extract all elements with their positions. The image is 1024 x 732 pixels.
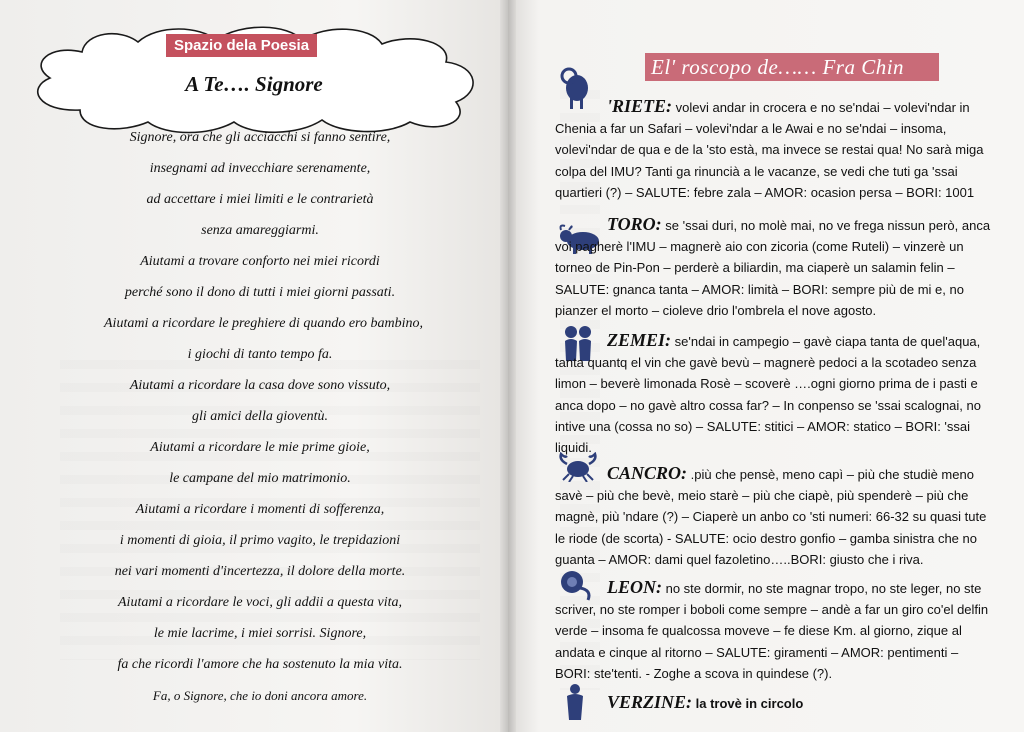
poem-line: Aiutami a ricordare i momenti di sofferenza, — [135, 502, 385, 517]
poem-line: le mie lacrime, i miei sorrisi. Signore, — [153, 626, 367, 641]
sign-text: volevi andar in crocera e no se'ndai – volevi'ndar in Chenia a far un Safari – volevi'ndar a le Awai e no se'ndai – insoma, volevi'ndar de qua e de la 'sto està, ma invece se restai qua! No sarà miga colpa del IMU? Tanti ga rinuncià a le vacanze, se vedi che tuti ga 'ssai quartieri (?) – SALUTE: febre zala – AMOR: ocasion persa – BORI: 1001 — [555, 100, 984, 200]
section-label: Spazio dela Poesia — [166, 34, 317, 57]
poem-line: gli amici della gioventù. — [191, 409, 329, 424]
poem-line: nei vari momenti d'incertezza, il dolore della morte. — [114, 564, 406, 579]
poem-line: senza amareggiarmi. — [201, 223, 319, 238]
poem-title: A Te…. Signore — [185, 72, 323, 96]
sign-taurus — [555, 214, 995, 321]
poem-line: i momenti di gioia, il primo vagito, le trepidazioni — [119, 533, 401, 548]
sign-aries — [555, 96, 995, 203]
poem-line: Signore, ora che gli acciacchi si fanno sentire, — [129, 130, 391, 145]
left-page — [0, 0, 508, 732]
poem-line: Aiutami a ricordare la casa dove sono vissuto, — [129, 378, 391, 393]
sign-cancer — [555, 463, 995, 570]
poem-line: le campane del mio matrimonio. — [169, 471, 351, 486]
sign-name: CANCRO: — [607, 463, 688, 483]
poem-line: perché sono il dono di tutti i miei giorni passati. — [124, 285, 396, 300]
sign-text: .più che pensè, meno capì – più che studiè meno savè – più che bevè, meio starè – più che ciapè, più spenderè – più che magnè, più 'ndare (?) – Ciaperè un anbo co 'sti numeri: 66-32 su quasi tute le riode (de scorta) - SALUTE: ocio destro gonfio – gamba sinistra che no guanta – AMOR: dami quel fazoletino…..BORI: giusto che i riva. — [555, 467, 987, 567]
poem-line: Aiutami a trovare conforto nei miei ricordi — [140, 254, 380, 269]
poem-line: Aiutami a ricordare le voci, gli addii a questa vita, — [118, 595, 402, 610]
sign-name: LEON: — [607, 577, 662, 597]
poem-line: insegnami ad invecchiare serenamente, — [149, 161, 371, 176]
poem-line: fa che ricordi l'amore che ha sostenuto la mia vita. — [117, 657, 403, 672]
poem-line: ad accettare i miei limiti e le contrarietà — [146, 192, 374, 207]
poem-line: Fa, o Signore, che io doni ancora amore. — [152, 688, 368, 703]
poem-body — [40, 127, 480, 716]
sign-text: la trovè in circolo — [692, 696, 804, 711]
sign-text: se 'ssai duri, no molè mai, no ve frega nissun però, anca voi pagherè l'IMU – magnerè aio con zicoria (come Ruteli) – vinzerè un torneo de Pin-Pon – perderè a biliardin, ma ciaperè un salamin felin – SALUTE: gnanca tanta – AMOR: limità – BORI: sempre più de mi e, no pianzer el morto – cioleve drio l'ombrela el nove agosto. — [555, 218, 991, 318]
sign-text: no ste dormir, no ste magnar tropo, no ste leger, no ste scriver, no ste romper i boboli come sempre – andè a far un giro co'el delfin verde – insoma fe qualcossa moveve – fe diese Km. al giorno, zique al andata e cinque al ritorno – SALUTE: giramenti – AMOR: pentimenti – BORI: ste'tenti. - Zoghe a scova in quindese (?). — [555, 581, 989, 681]
sign-name: ZEMEI: — [607, 330, 672, 350]
sign-name: VERZINE: — [607, 692, 693, 712]
sign-name: 'RIETE: — [607, 96, 673, 116]
sign-virgo — [555, 692, 995, 714]
poem-line: i giochi di tanto tempo fa. — [187, 347, 333, 362]
sign-name: TORO: — [607, 214, 662, 234]
poem-line: Aiutami a ricordare le preghiere di quando ero bambino, — [104, 316, 423, 331]
sign-text: se'ndai in campegio – gavè ciapa tanta de quel'aqua, tanta quantq el vin che gavè bevù – magnerè pedoci a la scotadeo senza limon – beverè limonada Rosè – scoverè ….ogni giorno prima de i pasti e anca dopo – no gavè altro cossa far? – In conpenso se 'ssai scalognai, no intive una (cossa no so) – SALUTE: stitici – AMOR: statico – BORI: 'ssai liquidi. — [555, 334, 981, 456]
horoscope-title: El' roscopo de…… Fra Chin — [645, 53, 939, 81]
poem-line: Aiutami a ricordare le mie prime gioie, — [150, 440, 370, 455]
page-gutter — [500, 0, 516, 732]
sign-gemini — [555, 330, 995, 458]
sign-leo — [555, 577, 995, 684]
